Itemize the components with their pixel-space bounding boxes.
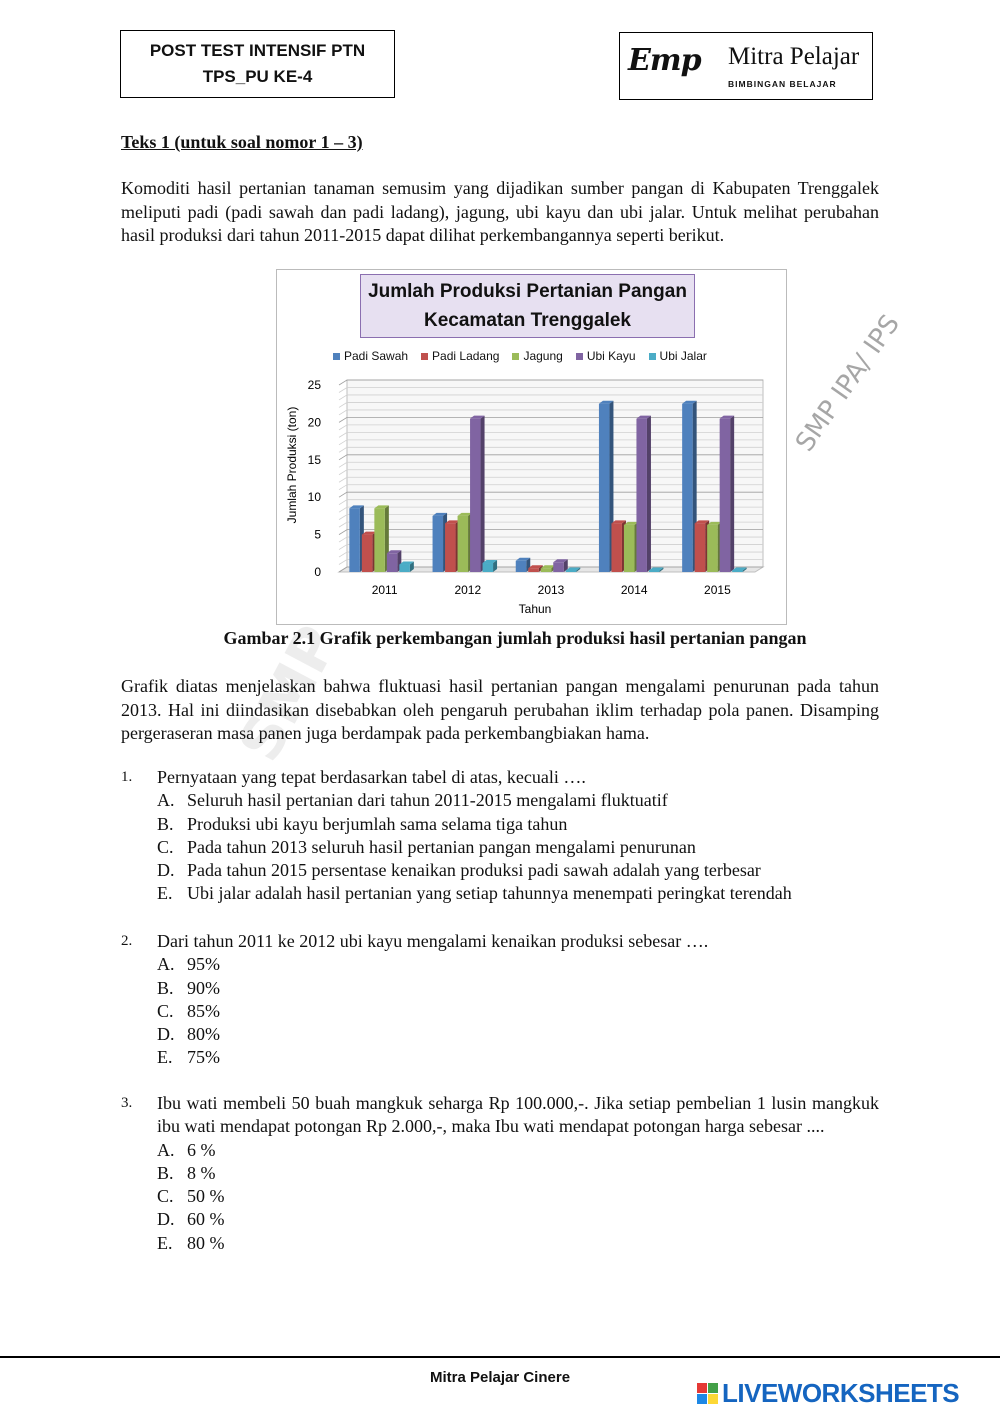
option-letter: D. xyxy=(157,860,175,881)
watermark-text: SMP IPA/ IPS xyxy=(790,309,906,458)
logo-block xyxy=(708,1394,718,1404)
option-text: 75% xyxy=(187,1047,220,1068)
option-letter: C. xyxy=(157,836,174,857)
y-tick-label: 15 xyxy=(307,452,321,467)
bar xyxy=(636,419,647,572)
option[interactable] xyxy=(157,1232,879,1255)
option-text: 80% xyxy=(187,1024,220,1045)
logo xyxy=(619,32,873,100)
option-letter: C. xyxy=(157,1000,174,1021)
option[interactable] xyxy=(157,813,879,836)
bar-side xyxy=(730,416,734,572)
bar xyxy=(483,563,494,572)
liveworksheets-icon xyxy=(697,1383,718,1404)
bar xyxy=(682,404,693,572)
option[interactable] xyxy=(157,859,879,882)
bar xyxy=(399,565,410,572)
option-letter: A. xyxy=(157,1139,175,1160)
y-tick-label: 25 xyxy=(307,378,321,392)
option-letter: A. xyxy=(157,790,175,811)
bar xyxy=(599,404,610,572)
bar xyxy=(387,553,398,572)
y-tick-label: 5 xyxy=(314,527,321,542)
bar xyxy=(541,568,552,572)
x-tick-label: 2012 xyxy=(454,583,482,597)
legend-label: Padi Ladang xyxy=(432,349,500,363)
bar xyxy=(445,523,456,572)
explanation-paragraph: Grafik diatas menjelaskan bahwa fluktuasi hasil pertanian pangan mengalami penurunan pada tahun 2013. Hal ini diindasikan disebabkan oleh pengaruh perubahan iklim terhadap pola panen. Disamping pergeraseran masa panen juga berdampak pada perkembangbiakan hama. xyxy=(121,676,879,743)
option-letter: C. xyxy=(157,1186,174,1207)
bar xyxy=(362,535,373,572)
option-letter: E. xyxy=(157,883,173,904)
bar xyxy=(649,571,660,572)
option-text: Produksi ubi kayu berjumlah sama selama tiga tahun xyxy=(187,813,568,834)
bar xyxy=(374,508,385,572)
option-text: 95% xyxy=(187,954,220,975)
liveworksheets-logo[interactable] xyxy=(697,1378,959,1409)
y-tick-label: 10 xyxy=(307,490,321,505)
question-stem: Dari tahun 2011 ke 2012 ubi kayu mengalami kenaikan produksi sebesar …. xyxy=(157,931,709,951)
legend-label: Ubi Kayu xyxy=(586,349,636,363)
bar xyxy=(720,419,731,572)
bar xyxy=(528,568,539,572)
option[interactable] xyxy=(157,977,879,1000)
chart-title-line2: Kecamatan Trenggalek xyxy=(424,310,631,331)
x-tick-label: 2011 xyxy=(371,583,398,597)
option[interactable] xyxy=(157,836,879,859)
option[interactable] xyxy=(157,953,879,976)
option-letter: A. xyxy=(157,954,175,975)
logo-name: Mitra Pelajar xyxy=(728,43,860,70)
option-letter: D. xyxy=(157,1209,175,1230)
bar xyxy=(732,571,743,572)
liveworksheets-brand: LIVEWORKSHEETS xyxy=(722,1378,960,1408)
legend-label: Padi Sawah xyxy=(344,349,409,363)
question-2 xyxy=(121,930,879,1070)
option-letter: D. xyxy=(157,1024,175,1045)
bar xyxy=(566,571,577,572)
logo-mark: Emp xyxy=(628,43,701,78)
intro-paragraph: Komoditi hasil pertanian tanaman semusim yang dijadikan sumber pangan di Kabupaten Trenggalek meliputi padi (padi sawah dan padi ladang), jagung, ubi kayu dan ubi jalar. Untuk melihat perubahan hasil produksi dari tahun 2011-2015 dapat dilihat perkembangannya seperti berikut. xyxy=(121,178,879,245)
question-number: 3. xyxy=(121,1095,133,1111)
exam-title-box xyxy=(120,30,395,98)
logo-block xyxy=(708,1383,718,1393)
question-3 xyxy=(121,1092,879,1255)
legend-label: Ubi Jalar xyxy=(659,349,707,363)
x-axis-label: Tahun xyxy=(518,602,552,616)
chart xyxy=(276,269,787,625)
bar xyxy=(349,508,360,572)
option[interactable] xyxy=(157,1046,879,1069)
option[interactable] xyxy=(157,1208,879,1231)
option[interactable] xyxy=(157,1139,879,1162)
bar-side xyxy=(481,416,485,572)
chart-title-line1: Jumlah Produksi Pertanian Pangan xyxy=(368,281,687,302)
option-text: 6 % xyxy=(187,1139,216,1160)
bar xyxy=(516,561,527,572)
option-letter: B. xyxy=(157,977,174,998)
y-tick-label: 0 xyxy=(314,565,321,579)
option-text: Pada tahun 2013 seluruh hasil pertanian pangan mengalami penurunan xyxy=(187,836,696,857)
bar xyxy=(470,419,481,572)
watermark: SMP xyxy=(225,614,352,772)
option-letter: E. xyxy=(157,1047,173,1068)
option[interactable] xyxy=(157,1023,879,1046)
bar-side xyxy=(647,416,651,572)
option[interactable] xyxy=(157,882,879,905)
logo-subtitle: BIMBINGAN BELAJAR xyxy=(728,79,837,89)
exam-title-line2: TPS_PU KE-4 xyxy=(202,67,313,86)
option-text: 80 % xyxy=(187,1232,225,1253)
x-tick-label: 2014 xyxy=(620,583,648,597)
option-text: Pada tahun 2015 persentase kenaikan produksi padi sawah adalah yang terbesar xyxy=(187,860,761,881)
option[interactable] xyxy=(157,1162,879,1185)
figure-caption: Gambar 2.1 Grafik perkembangan jumlah produksi hasil pertanian pangan xyxy=(223,628,807,648)
option-text: 90% xyxy=(187,977,220,998)
footer-divider xyxy=(0,1356,1000,1358)
bar xyxy=(695,523,706,572)
logo-block xyxy=(697,1383,707,1393)
exam-title-line1: POST TEST INTENSIF PTN xyxy=(149,41,366,60)
bar xyxy=(458,516,469,572)
question-stem: Pernyataan yang tepat berdasarkan tabel di atas, kecuali …. xyxy=(157,767,586,787)
footer-text: Mitra Pelajar Cinere xyxy=(429,1369,571,1386)
section-title: Teks 1 (untuk soal nomor 1 – 3) xyxy=(121,132,363,152)
question-stem: Ibu wati membeli 50 buah mangkuk seharga Rp 100.000,-. Jika setiap pembelian 1 lusin mangkuk ibu wati mendapat potongan Rp 2.000,-, maka Ibu wati mendapat potongan harga sebesar .... xyxy=(157,1093,879,1137)
option-text: 50 % xyxy=(187,1186,225,1207)
bar xyxy=(553,562,564,572)
question-number: 1. xyxy=(121,769,133,785)
bar xyxy=(433,516,444,572)
option-text: 8 % xyxy=(187,1162,216,1183)
y-axis-label: Jumlah Produksi (ton) xyxy=(285,406,299,524)
legend-label: Jagung xyxy=(523,349,563,363)
bar xyxy=(624,525,635,572)
option-letter: E. xyxy=(157,1232,173,1253)
logo-block xyxy=(697,1394,707,1404)
option-text: Ubi jalar adalah hasil pertanian yang setiap tahunnya menempati peringkat terendah xyxy=(187,883,792,904)
option-text: 60 % xyxy=(187,1209,225,1230)
chart-plot xyxy=(277,270,786,624)
x-tick-label: 2015 xyxy=(704,583,731,597)
option-text: 85% xyxy=(187,1000,220,1021)
option[interactable] xyxy=(157,1185,879,1208)
y-tick-label: 20 xyxy=(307,415,321,430)
question-number: 2. xyxy=(121,933,133,949)
question-1 xyxy=(121,766,879,906)
x-tick-label: 2013 xyxy=(537,583,565,597)
option[interactable] xyxy=(157,1000,879,1023)
bar xyxy=(611,523,622,572)
option-letter: B. xyxy=(157,1162,174,1183)
option-text: Seluruh hasil pertanian dari tahun 2011-2015 mengalami fluktuatif xyxy=(187,790,668,811)
option-letter: B. xyxy=(157,813,174,834)
bar xyxy=(707,525,718,572)
option[interactable] xyxy=(157,789,879,812)
